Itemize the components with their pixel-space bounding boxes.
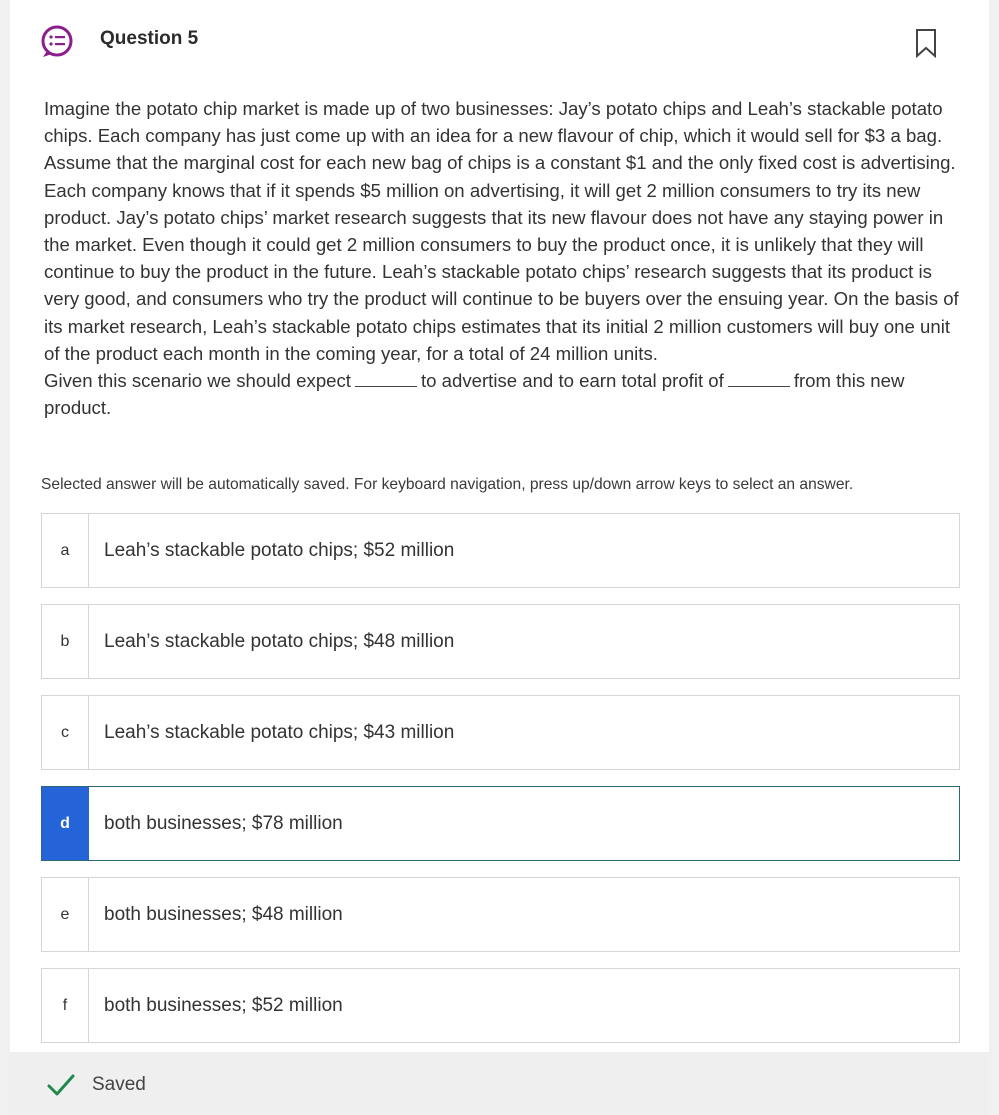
bookmark-icon[interactable] — [915, 28, 937, 58]
option-text: both businesses; $52 million — [104, 994, 343, 1016]
question-body: Imagine the potato chip market is made up of two businesses: Jay’s potato chips and Leah’s stackable potato chips. Each company has just come up with an idea for a new flavour of chip, which it would sell for $3 a bag. Assume that the marginal cost for each new bag of chips is a constant $1 and the only fixed cost is advertising. Each company knows that if it spends $5 million on advertising, it will get 2 million consumers to try its new product. Jay’s potato chips’ market research suggests that its new flavour does not have any staying power in the market. Even though it could get 2 million consumers to buy the product once, it is unlikely that they will continue to buy the product in the future. Leah’s stackable potato chips’ research suggests that its product is very good, and consumers who try the product will continue to be buyers over the ensuing year. On the basis of its market research, Leah’s stackable potato chips estimates that its initial 2 million customers will buy one unit of the product each month in the coming year, for a total of 24 million units. — [44, 98, 959, 364]
option-letter: c — [42, 696, 89, 769]
blank-2 — [728, 372, 790, 387]
question-title: Question 5 — [100, 28, 199, 49]
answer-options — [41, 513, 960, 1059]
checkmark-icon — [46, 1072, 76, 1098]
question-text — [44, 95, 959, 421]
option-text: Leah’s stackable potato chips; $43 million — [104, 721, 455, 743]
answer-option-f[interactable] — [41, 968, 960, 1043]
option-letter: a — [42, 514, 89, 587]
question-card — [10, 0, 989, 1115]
question-prompt — [44, 367, 959, 421]
option-text: Leah’s stackable potato chips; $52 million — [104, 539, 455, 561]
option-letter: d — [42, 787, 89, 860]
prompt-part-2: to advertise and to earn total profit of — [420, 370, 724, 392]
option-text: both businesses; $48 million — [104, 903, 343, 925]
blank-1 — [355, 372, 417, 387]
answer-option-c[interactable] — [41, 695, 960, 770]
answer-option-d[interactable] — [41, 786, 960, 861]
option-letter: b — [42, 605, 89, 678]
save-status-bar — [10, 1052, 989, 1115]
answer-option-e[interactable] — [41, 877, 960, 952]
answer-option-a[interactable] — [41, 513, 960, 588]
question-header — [10, 0, 989, 80]
option-text: both businesses; $78 million — [104, 812, 343, 834]
answer-option-b[interactable] — [41, 604, 960, 679]
question-list-icon — [40, 24, 74, 58]
option-letter: f — [42, 969, 89, 1042]
prompt-part-1: Given this scenario we should expect — [44, 370, 351, 392]
option-letter: e — [42, 878, 89, 951]
prompt-part-3: from this new product. — [44, 370, 905, 419]
option-text: Leah’s stackable potato chips; $48 million — [104, 630, 455, 652]
save-status-text: Saved — [92, 1074, 146, 1095]
helper-text: Selected answer will be automatically saved. For keyboard navigation, press up/down arrow keys to select an answer. — [41, 476, 854, 493]
